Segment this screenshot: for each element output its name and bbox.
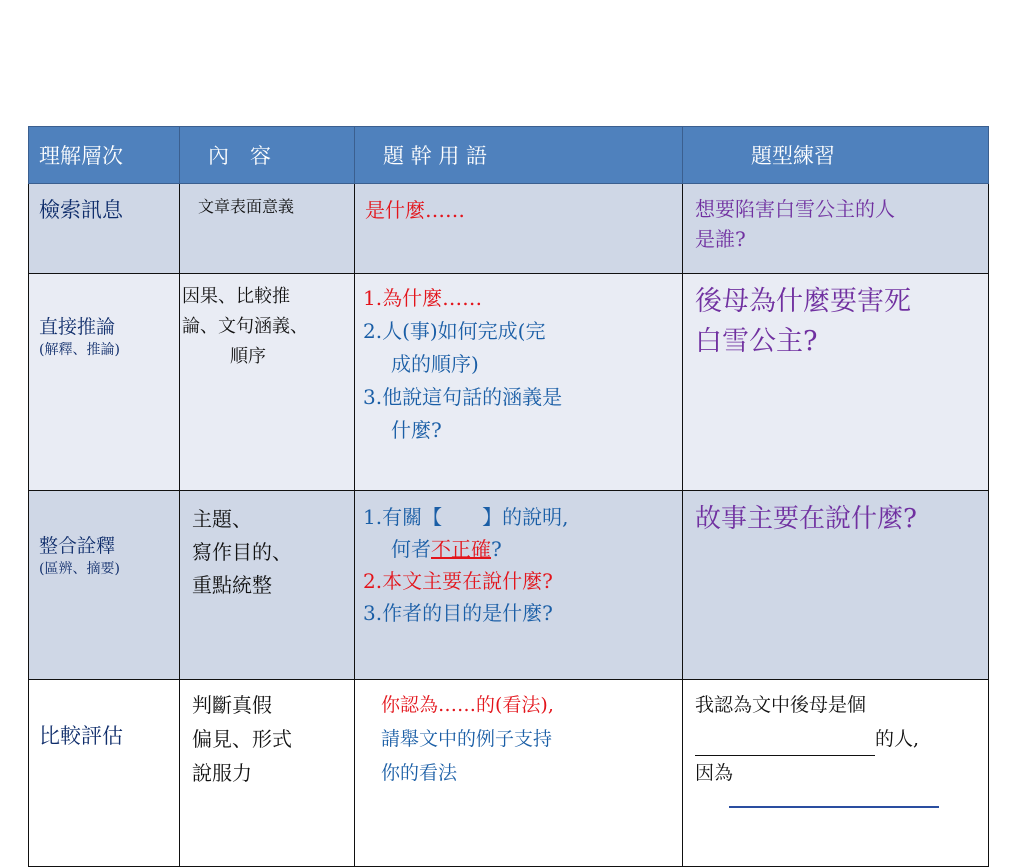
- table-row: [29, 274, 989, 491]
- practice-cell: 我認為文中後母是個 的人, 因為: [683, 680, 989, 867]
- header-level: 理解層次: [29, 127, 180, 184]
- not-correct-text: 不正確: [431, 537, 491, 561]
- table-row: [29, 184, 989, 274]
- content-cell: 判斷真假 偏見、形式 說服力: [180, 680, 355, 867]
- answer-blank: [695, 735, 875, 756]
- reading-comprehension-table: [28, 126, 989, 867]
- header-content: 內 容: [180, 127, 355, 184]
- content-cell: 主題、 寫作目的、 重點統整: [180, 491, 355, 680]
- level-cell: 直接推論 (解釋、推論): [29, 274, 180, 491]
- header-practice: 題型練習: [683, 127, 989, 184]
- stem-cell: 1.有關【 】的說明, 何者不正確? 2.本文主要在說什麼? 3.作者的目的是什麼?: [355, 491, 683, 680]
- practice-cell: 故事主要在說什麼?: [683, 491, 989, 680]
- table-row: [29, 491, 989, 680]
- header-stem: 題 幹 用 語: [355, 127, 683, 184]
- stem-cell: 1.為什麼…… 2.人(事)如何完成(完 成的順序) 3.他說這句話的涵義是 什麼?: [355, 274, 683, 491]
- level-cell: 檢索訊息: [29, 184, 180, 274]
- practice-cell: 後母為什麼要害死 白雪公主?: [683, 274, 989, 491]
- content-cell: 因果、比較推 論、文句涵義、 順序: [180, 274, 355, 491]
- table-row: [29, 680, 989, 867]
- stem-cell: 是什麼……: [355, 184, 683, 274]
- answer-blank-reason: [729, 806, 939, 808]
- header-row: [29, 127, 989, 184]
- content-cell: 文章表面意義: [180, 184, 355, 274]
- practice-cell: 想要陷害白雪公主的人 是誰?: [683, 184, 989, 274]
- stem-cell: 你認為……的(看法), 請舉文中的例子支持 你的看法: [355, 680, 683, 867]
- level-cell: 比較評估: [29, 680, 180, 867]
- level-cell: 整合詮釋 (區辨、摘要): [29, 491, 180, 680]
